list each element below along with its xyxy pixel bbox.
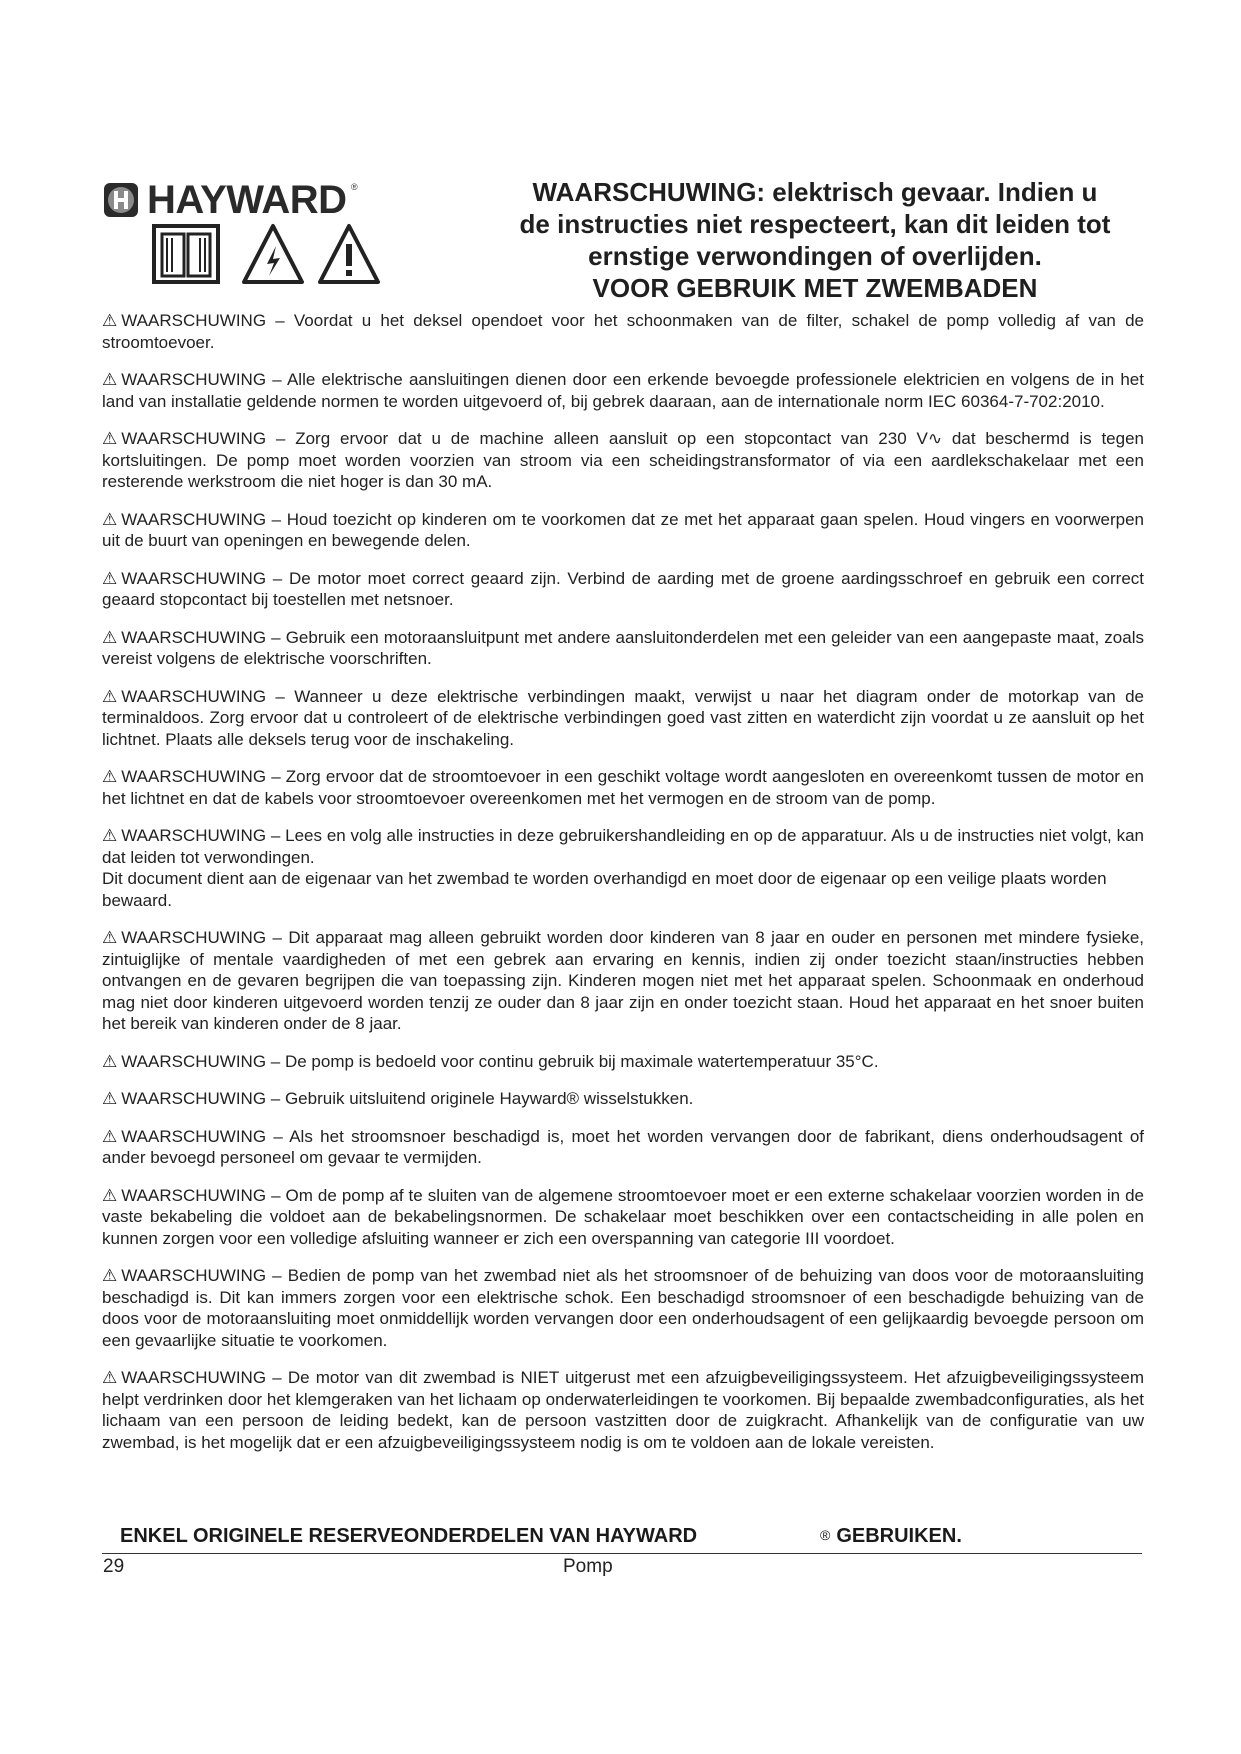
warning-sign-icon: ⚠ [102, 627, 118, 647]
page-label: Pomp [563, 1556, 613, 1577]
warning-sign-icon: ⚠ [102, 1051, 118, 1071]
warning-text: WAARSCHUWING – De motor moet correct geaard zijn. Verbind de aarding met de groene aardingsschroef en gebruik een correct geaard stopcontact bij toestellen met netsnoer. [102, 568, 1144, 609]
footer-divider [102, 1553, 1142, 1554]
footer-notice [120, 1525, 1140, 1549]
warning-sign-icon: ⚠ [102, 311, 118, 330]
warning-extra-text: Dit document dient aan de eigenaar van het zwembad te worden overhandigd en moet door de eigenaar op een veilige plaats worden bewaard. [102, 869, 1107, 910]
warning-title [470, 176, 1160, 304]
warning-text: WAARSCHUWING – Gebruik een motoraansluitpunt met andere aansluitonderdelen met een geleider van een aangepaste maat, zoals vereist volgens de elektrische voorschriften. [102, 627, 1144, 668]
footer-notice-right [820, 1525, 962, 1548]
electric-hazard-icon [240, 222, 306, 286]
warning-sign-icon: ⚠ [102, 686, 118, 706]
warning-paragraph [102, 825, 1144, 911]
warning-text: WAARSCHUWING – Zorg ervoor dat u de machine alleen aansluit op een stopcontact van 230 V∿ dat beschermd is tegen kortsluitingen. De pomp moet worden voorzien van stroom via een scheidingstransformator of via een aardlekschakelaar met een resterende werkstroom die niet hoger is dan 30 mA. [102, 429, 1144, 491]
warning-paragraph [102, 1088, 1144, 1110]
warning-text: WAARSCHUWING – Om de pomp af te sluiten van de algemene stroomtoevoer moet er een externe schakelaar voorzien worden in de vaste bekabeling die voldoet aan de bekabelingsnormen. De schakelaar moet beschikken over een contactscheiding in alle polen en kunnen zorgen voor een volledige afsluiting wanneer er zich een overspanning van categorie III voordoet. [102, 1185, 1144, 1248]
warning-text: WAARSCHUWING – Bedien de pomp van het zwembad niet als het stroomsnoer of de behuizing van doos voor de motoraansluiting beschadigd is. Dit kan immers zorgen voor een elektrische schok. Een beschadigd stroomsnoer of een beschadigde behuizing van de doos voor de motoraansluiting moet onmiddellijk worden vervangen door een onderhoudsagent of een gelijkaardig bevoegde persoon om een gevaarlijke situatie te voorkomen. [102, 1266, 1144, 1350]
warning-text: WAARSCHUWING – Als het stroomsnoer beschadigd is, moet het worden vervangen door de fabrikant, diens onderhoudsagent of ander bevoegd personeel om gevaar te vermijden. [102, 1126, 1144, 1167]
warning-sign-icon: ⚠ [102, 826, 118, 845]
warning-text: WAARSCHUWING – Dit apparaat mag alleen gebruikt worden door kinderen van 8 jaar en ouder en personen met mindere fysieke, zintuiglijke of mentale vaardigheden of met een gebrek aan ervaring en kennis, indien zij onder toezicht staan/instructies hebben ontvangen en de gevaren begrijpen die van toepassing zijn. Kinderen mogen niet met het apparaat spelen. Schoonmaak en onderhoud mag niet door kinderen uitgevoerd worden tenzij ze ouder dan 8 jaar zijn en onder toezicht staan. Houd het apparaat en het snoer buiten het bereik van kinderen onder de 8 jaar. [102, 928, 1144, 1033]
warning-sign-icon: ⚠ [102, 928, 118, 947]
warning-text: WAARSCHUWING – De motor van dit zwembad is NIET uitgerust met een afzuigbeveiligingssysteem. Het afzuigbeveiligingssysteem helpt verdrinken door het klemgeraken van het lichaam op onderwaterleidingen te voorkomen. Bij bepaalde zwembadconfiguraties, als het lichaam van een persoon de leiding bedekt, kan de persoon vastzitten door de zuigkracht. Afhankelijk van de configuratie van uw zwembad, is het mogelijk dat er een afzuigbeveiligingssysteem nodig is om te voldoen aan de lokale vereisten. [102, 1368, 1144, 1452]
warning-text: WAARSCHUWING – Houd toezicht op kinderen om te voorkomen dat ze met het apparaat gaan spelen. Houd vingers en voorwerpen uit de buurt van openingen en bewegende delen. [102, 509, 1144, 550]
warning-paragraph [102, 686, 1144, 751]
hayward-h-mark-icon [103, 182, 139, 218]
warning-text: WAARSCHUWING – Lees en volg alle instructies in deze gebruikershandleiding en op de apparatuur. Als u de instructies niet volgt, kan dat leiden tot verwondingen. [102, 826, 1144, 867]
warning-paragraph [102, 1051, 1144, 1073]
warning-paragraph [102, 310, 1144, 353]
warning-paragraph [102, 369, 1144, 412]
warning-sign-icon: ⚠ [102, 1368, 118, 1387]
warning-paragraph [102, 1265, 1144, 1351]
page-number: 29 [103, 1556, 125, 1577]
warning-paragraph [102, 927, 1144, 1035]
warning-text: WAARSCHUWING – Gebruik uitsluitend originele Hayward® wisselstukken. [121, 1089, 694, 1108]
warning-sign-icon: ⚠ [102, 1089, 118, 1108]
warning-text: WAARSCHUWING – De pomp is bedoeld voor continu gebruik bij maximale watertemperatuur 35°C. [121, 1051, 879, 1071]
warning-sign-icon: ⚠ [102, 370, 118, 389]
warning-text: WAARSCHUWING – Zorg ervoor dat de stroomtoevoer in een geschikt voltage wordt aangesloten en overeenkomt tussen de motor en het lichtnet en dat de kabels voor stroomtoevoer overeenkomen met het vermogen en de stroom van de pomp. [102, 767, 1144, 808]
title-line: de instructies niet respecteert, kan dit leiden tot [519, 209, 1111, 239]
warning-triangle-icon [316, 222, 382, 286]
warning-text: WAARSCHUWING – Alle elektrische aansluitingen dienen door een erkende bevoegde professionele elektricien en volgens de in het land van installatie geldende normen te worden uitgevoerd of, bij gebrek daaraan, aan de internationale norm IEC 60364-7-702:2010. [102, 370, 1144, 411]
title-line: VOOR GEBRUIK MET ZWEMBADEN [592, 273, 1038, 303]
footer-notice-left: ENKEL ORIGINELE RESERVEONDERDELEN VAN HAYWARD [120, 1525, 698, 1547]
title-line: WAARSCHUWING: elektrisch gevaar. Indien u [532, 177, 1098, 207]
warning-sign-icon: ⚠ [102, 1266, 118, 1285]
warning-sign-icon: ⚠ [102, 1185, 118, 1205]
warning-paragraph [102, 1367, 1144, 1453]
warnings-list [102, 310, 1144, 1469]
warning-paragraph [102, 1185, 1144, 1250]
logo-registered-mark: ® [351, 182, 358, 192]
footer-notice-right-text: GEBRUIKEN. [836, 1525, 962, 1547]
logo-text: HAYWARD [147, 178, 347, 222]
warning-sign-icon: ⚠ [102, 767, 118, 786]
safety-icons [150, 222, 390, 292]
warning-sign-icon: ⚠ [102, 429, 118, 448]
warning-paragraph [102, 766, 1144, 809]
warning-sign-icon: ⚠ [102, 568, 118, 588]
warning-paragraph [102, 428, 1144, 493]
title-line: ernstige verwondingen of overlijden. [588, 241, 1042, 271]
warning-paragraph [102, 509, 1144, 552]
warning-sign-icon: ⚠ [102, 1126, 118, 1146]
warning-text: WAARSCHUWING – Wanneer u deze elektrische verbindingen maakt, verwijst u naar het diagram onder de motorkap van de terminaldoos. Zorg ervoor dat u controleert of de elektrische verbindingen goed vast zitten en waterdicht zijn voordat u ze aansluit op het lichtnet. Plaats alle deksels terug voor de inschakeling. [102, 686, 1144, 749]
warning-paragraph [102, 1126, 1144, 1169]
hayward-logo [103, 178, 365, 222]
footer-registered-mark: ® [820, 1527, 831, 1543]
warning-sign-icon: ⚠ [102, 509, 118, 529]
warning-paragraph [102, 568, 1144, 611]
warning-text: WAARSCHUWING – Voordat u het deksel opendoet voor het schoonmaken van de filter, schakel de pomp volledig af van de stroomtoevoer. [102, 311, 1144, 352]
manual-book-icon [150, 222, 222, 286]
warning-paragraph [102, 627, 1144, 670]
